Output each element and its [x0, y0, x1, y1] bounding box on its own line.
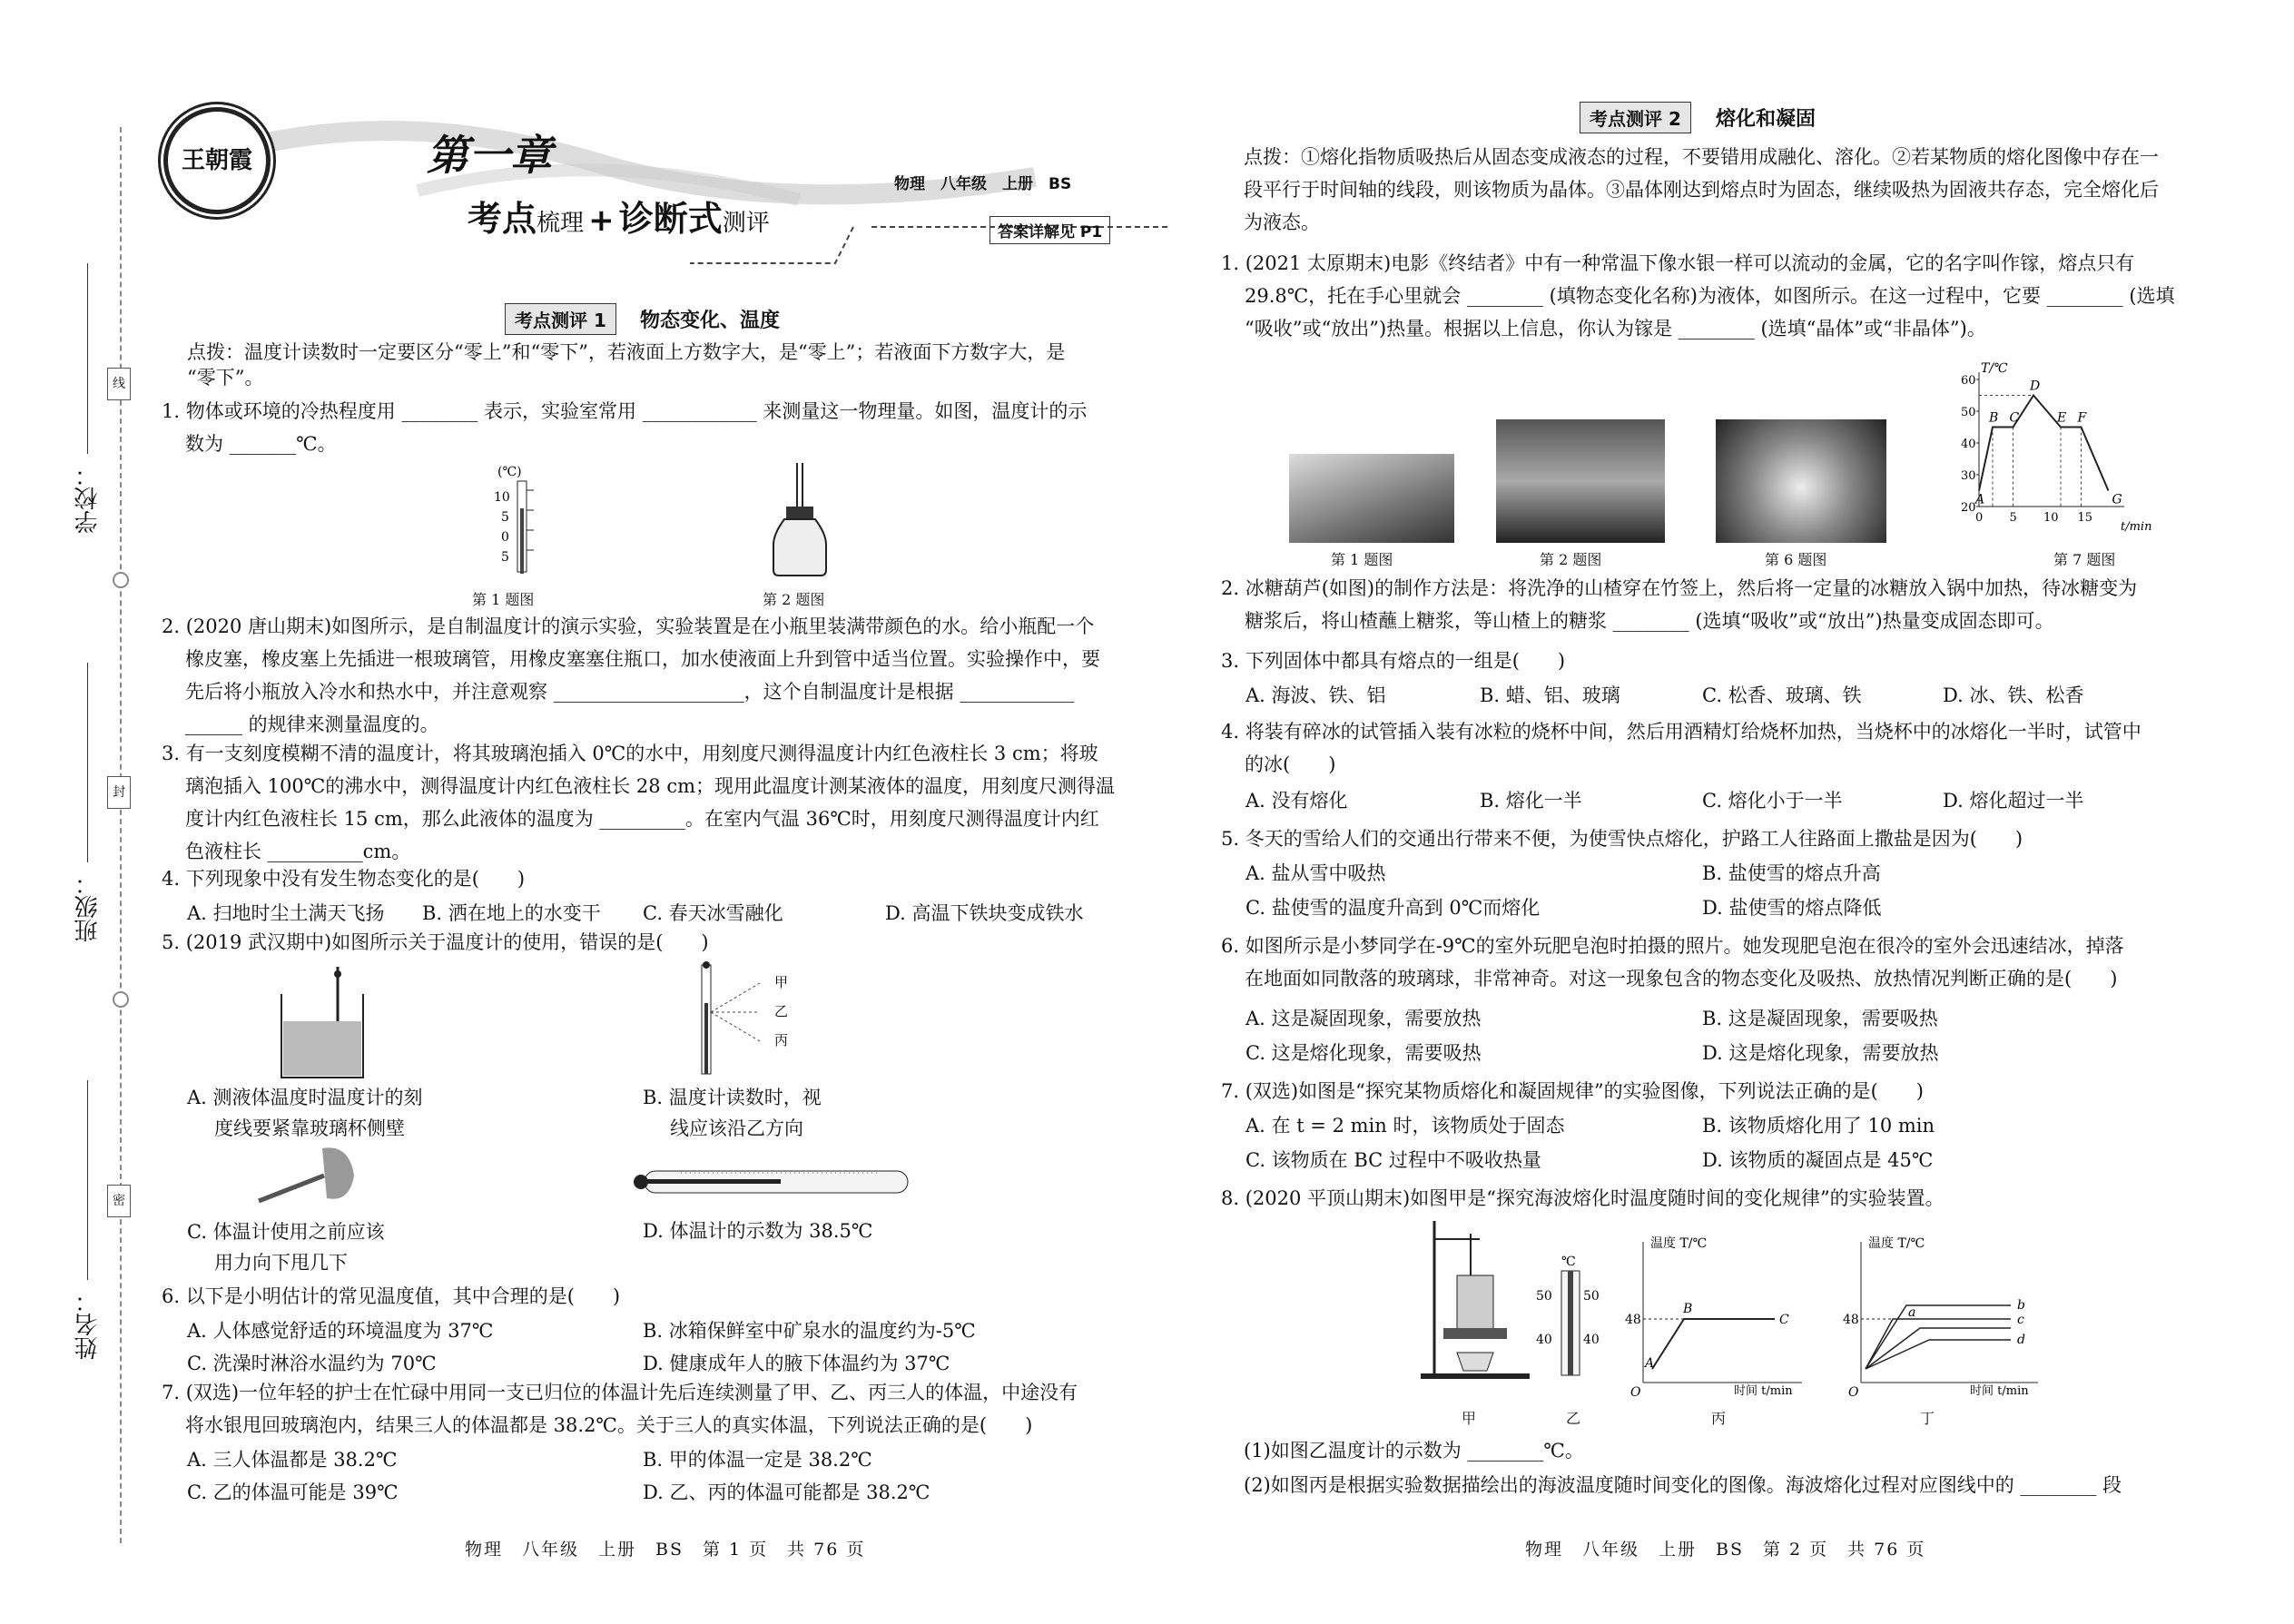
r-question-3: 3. 下列固体中都具有熔点的一组是( ) — [1221, 650, 1566, 672]
r-q4-option-a[interactable]: A. 没有熔化 — [1245, 790, 1348, 812]
frozen-bubble-photo — [1716, 419, 1886, 543]
answer-reference: 答案详解见 P1 — [989, 216, 1110, 244]
q8-ding-line-b: b — [2017, 1298, 2025, 1313]
r-q4-option-b[interactable]: B. 熔化一半 — [1480, 790, 1582, 812]
r-q7-option-b[interactable]: B. 该物质熔化用了 10 min — [1702, 1115, 1935, 1137]
tip-1: 点拨：温度计读数时一定要区分“零上”和“零下”，若液面上方数字大，是“零上”；若液面下方数字大，是 “零下”。 — [187, 341, 1066, 389]
q8-ding-line-c: c — [2017, 1313, 2024, 1327]
r-question-7: 7. (双选)如图是“探究某物质熔化和凝固规律”的实验图像，下列说法正确的是( ) — [1221, 1080, 1924, 1102]
r-q5-option-b[interactable]: B. 盐使雪的熔点升高 — [1702, 862, 1881, 884]
q5-clinical-thermometer — [626, 1164, 917, 1200]
question-4: 4. 下列现象中没有发生物态变化的是( ) — [162, 868, 526, 890]
gallium-hand-photo — [1289, 454, 1454, 543]
fig1-tick: 5 — [501, 510, 509, 525]
name-label: 姓名： — [74, 1289, 102, 1360]
subtitle-c: 诊断式 — [618, 199, 723, 239]
section-title-2: 熔化和凝固 — [1716, 108, 1816, 131]
binding-line — [120, 127, 122, 1543]
q8-ding-ylabel: 温度 T/℃ — [1868, 1236, 1925, 1251]
q5-beaker-figure — [272, 967, 372, 1085]
fig2-bottle — [763, 463, 835, 581]
chart-x-tick: 5 — [2009, 511, 2017, 525]
chart-xlabel: t/min — [2121, 520, 2152, 534]
chart-x-tick: 0 — [1975, 511, 1984, 525]
q8-bing-point-b: B — [1683, 1302, 1693, 1316]
question-5: 5. (2019 武汉期中)如图所示关于温度计的使用，错误的是( ) — [162, 931, 709, 953]
chart-y-tick: 20 — [1961, 501, 1976, 515]
fig1-caption: 第 1 题图 — [472, 591, 535, 608]
subtitle-a: 考点 — [468, 199, 537, 239]
q7-option-a[interactable]: A. 三人体温都是 38.2℃ — [187, 1449, 398, 1471]
q4-option-d[interactable]: D. 高温下铁块变成铁水 — [885, 902, 1084, 924]
q8-bing-48: 48 — [1625, 1313, 1641, 1327]
r-question-6: 6. 如图所示是小梦同学在-9℃的室外玩肥皂泡时拍摄的照片。她发现肥皂泡在很冷的室外会迅速结冰，掉落 在地面如同散落的玻璃球，非常神奇。对这一现象包含的物态变化及吸热、放热情况判断正确的是( ) — [1221, 935, 2124, 989]
q8-graph-bing — [1625, 1233, 1807, 1396]
q8-apparatus-jia — [1416, 1221, 1534, 1384]
r-q6-option-d[interactable]: D. 这是熔化现象，需要放热 — [1702, 1042, 1939, 1064]
tip-2: 点拨：①熔化指物质吸热后从固态变成液态的过程，不要错用成融化、溶化。②若某物质的熔化图像中存在一 段平行于时间轴的线段，则该物质为晶体。③晶体刚达到熔点时为固态，继续吸热为固液共存态，完全熔化后 为液态。 — [1244, 146, 2159, 233]
r-q5-option-a[interactable]: A. 盐从雪中吸热 — [1245, 862, 1386, 884]
brand-logo-text: 王朝霞 — [181, 147, 252, 174]
chart-point-label: B — [1989, 410, 1999, 426]
r-question-5: 5. 冬天的雪给人们的交通出行带来不便，为使雪快点熔化，护路工人往路面上撒盐是因为( ) — [1221, 828, 2023, 850]
r-q8-sub1: (1)如图乙温度计的示数为 ________℃。 — [1244, 1440, 1584, 1462]
r-q6-option-c[interactable]: C. 这是熔化现象，需要吸热 — [1245, 1042, 1482, 1064]
chart-point-label: A — [1975, 492, 1985, 507]
punch-hole-icon — [113, 991, 129, 1008]
punch-hole-icon — [113, 572, 129, 588]
q6-option-d[interactable]: D. 健康成年人的腋下体温约为 37℃ — [643, 1353, 950, 1374]
q8-label-bing: 丙 — [1711, 1410, 1727, 1427]
chart-x-tick: 15 — [2077, 511, 2093, 525]
question-1: 1. 物体或环境的冷热程度用 ________ 表示，实验室常用 ____________ 来测量这一物理量。如图，温度计的示 数为 _______℃。 — [162, 400, 1088, 455]
q4-option-c[interactable]: C. 春天冰雪融化 — [643, 902, 783, 924]
section-tag-1: 考点测评 1 — [505, 303, 616, 335]
chart-y-tick: 30 — [1961, 469, 1976, 483]
r-q3-option-d[interactable]: D. 冰、铁、松香 — [1943, 684, 2084, 706]
q5-option-c[interactable]: C. 体温计使用之前应该 用力向下甩几下 — [187, 1221, 385, 1274]
q8-bing-ylabel: 温度 T/℃ — [1650, 1236, 1708, 1251]
chart-point-label: G — [2112, 492, 2122, 507]
q8-ding-point-o: O — [1848, 1385, 1859, 1396]
fig1-thermometer — [490, 463, 554, 581]
question-2: 2. (2020 唐山期末)如图所示，是自制温度计的演示实验，实验装置是在小瓶里装满带颜色的水。给小瓶配一个 橡皮塞，橡皮塞上先插进一根玻璃管，用橡皮塞塞住瓶口，加水使液面上升到管中适当位置。实验操作中，要 先后将小瓶放入冷水和热水中，并注意观察 ____________________，这个自制温度计是根据 ____________ ______ 的规律来测量温度的。 — [162, 615, 1100, 735]
q6-option-b[interactable]: B. 冰箱保鲜室中矿泉水的温度约为-5℃ — [643, 1320, 976, 1342]
r-q7-option-d[interactable]: D. 该物质的凝固点是 45℃ — [1702, 1149, 1934, 1171]
q6-option-c[interactable]: C. 洗澡时淋浴水温约为 70℃ — [187, 1353, 437, 1374]
question-6: 6. 以下是小明估计的常见温度值，其中合理的是( ) — [162, 1285, 621, 1307]
fig1-tick: 0 — [501, 530, 509, 545]
name-field[interactable] — [87, 1080, 89, 1280]
r-q3-option-c[interactable]: C. 松香、玻璃、铁 — [1702, 684, 1862, 706]
q8-label-ding: 丁 — [1920, 1410, 1935, 1427]
q7-option-b[interactable]: B. 甲的体温一定是 38.2℃ — [643, 1449, 872, 1471]
seal-mark-seal: 封 — [107, 776, 131, 809]
r-question-8: 8. (2020 平顶山期末)如图甲是“探究海波熔化时温度随时间的变化规律”的实验装置。 — [1221, 1187, 1944, 1209]
fig1-tick: 5 — [501, 550, 509, 565]
subject-bar: 物理 八年级 上册 BS — [894, 175, 1072, 193]
q4-option-a[interactable]: A. 扫地时尘土满天飞扬 — [187, 902, 385, 924]
chart-y-tick: 50 — [1961, 406, 1976, 419]
q8-bing-point-c: C — [1779, 1313, 1789, 1327]
r-fig7-caption: 第 7 题图 — [2053, 551, 2116, 568]
r-question-2: 2. 冰糖葫芦(如图)的制作方法是：将洗净的山楂穿在竹签上，然后将一定量的冰糖放入锅中加热，待冰糖变为 糖浆后，将山楂蘸上糖浆，等山楂上的糖浆 ________ (选填“吸收”或“放出”)热量变成固态即可。 — [1221, 577, 2138, 632]
school-label: 学校： — [74, 463, 102, 534]
school-field[interactable] — [87, 263, 89, 454]
q5-option-a[interactable]: A. 测液体温度时温度计的刻 度线要紧靠玻璃杯侧壁 — [187, 1087, 423, 1139]
chapter-title: 第一章 — [427, 131, 552, 180]
q8-label-jia: 甲 — [1462, 1410, 1477, 1427]
q5-label-jia: 甲 — [774, 974, 789, 990]
q8-ding-line-a: a — [1908, 1305, 1916, 1320]
chart-x-tick: 10 — [2043, 511, 2059, 525]
seal-mark-line: 线 — [107, 368, 131, 400]
r-q7-option-a[interactable]: A. 在 t = 2 min 时，该物质处于固态 — [1245, 1115, 1565, 1137]
q7-option-c[interactable]: C. 乙的体温可能是 39℃ — [187, 1481, 399, 1503]
chart-point-label: D — [2030, 379, 2041, 394]
q8-therm-tick: 40 — [1536, 1333, 1552, 1347]
r-q5-option-c[interactable]: C. 盐使雪的温度升高到 0℃而熔化 — [1245, 897, 1541, 919]
chart-y-tick: 40 — [1961, 438, 1976, 451]
seal-mark-secret: 密 — [107, 1185, 131, 1217]
chart-point-label: E — [2057, 410, 2067, 426]
q4-option-b[interactable]: B. 洒在地上的水变干 — [422, 902, 601, 924]
chart-y-tick: 60 — [1961, 374, 1976, 388]
q8-bing-xlabel: 时间 t/min — [1734, 1384, 1793, 1396]
question-7: 7. (双选)一位年轻的护士在忙碌中用同一支已归位的体温计先后连续测量了甲、乙、丙三人的体温，中途没有 将水银甩回玻璃泡内，结果三人的体温都是 38.2℃。关于三人的真实体温，下列说法正确的是( ) — [162, 1382, 1078, 1436]
question-3: 3. 有一支刻度模糊不清的温度计，将其玻璃泡插入 0℃的水中，用刻度尺测得温度计内红色液柱长 3 cm；将玻 璃泡插入 100℃的沸水中，测得温度计内红色液柱长 28 cm；现用此温度计测某液体的温度，用刻度尺测得温 度计内红色液柱长 15 cm，那么此液体的温度为 _________。在室内气温 36℃时，用刻度尺测得温度计内红 色液柱长 __________cm。 — [162, 743, 1115, 862]
q8-label-yi: 乙 — [1566, 1410, 1581, 1427]
chart-point-label: C — [2009, 410, 2020, 426]
r-q4-option-d[interactable]: D. 熔化超过一半 — [1943, 790, 2084, 812]
candied-haws-photo — [1496, 419, 1665, 543]
r-fig1-caption: 第 1 题图 — [1331, 551, 1393, 568]
fig2-caption: 第 2 题图 — [763, 591, 825, 608]
q8-graph-ding — [1843, 1233, 2052, 1396]
q8-ding-xlabel: 时间 t/min — [1970, 1384, 2029, 1396]
subtitle-d: 测评 — [722, 210, 770, 237]
brand-logo — [163, 107, 271, 214]
chart-ylabel: T/℃ — [1981, 361, 2008, 376]
class-field[interactable] — [87, 663, 89, 862]
r-q4-option-c[interactable]: C. 熔化小于一半 — [1702, 790, 1843, 812]
q8-therm-tick: 40 — [1583, 1333, 1600, 1347]
q5-label-bing: 丙 — [774, 1032, 789, 1048]
section-tag-2: 考点测评 2 — [1580, 102, 1691, 133]
r-fig2-caption: 第 2 题图 — [1540, 551, 1602, 568]
q7-option-d[interactable]: D. 乙、丙的体温可能都是 38.2℃ — [643, 1481, 930, 1503]
section-title-1: 物态变化、温度 — [640, 310, 781, 332]
subtitle-b: 梳理 — [537, 210, 585, 237]
q8-thermometer-yi — [1534, 1253, 1607, 1380]
r-question-1: 1. (2021 太原期末)电影《终结者》中有一种常温下像水银一样可以流动的金属，它的名字叫作镓，熔点只有 29.8℃，托在手心里就会 ________ (填物态变化名称)为液体，如图所示。在这一过程中，它要 ________ (选填 “吸收”或“放出”)热量。根据以上信息，你认为镓是 ________ (选填“晶体”或“非晶体”)。 — [1221, 252, 2175, 340]
subtitle-plus: + — [588, 202, 615, 239]
left-page-footer: 物理 八年级 上册 BS 第 1 页 共 76 页 — [465, 1540, 866, 1560]
q8-therm-unit: ℃ — [1561, 1255, 1576, 1269]
q5-label-yi: 乙 — [774, 1003, 789, 1019]
right-page-footer: 物理 八年级 上册 BS 第 2 页 共 76 页 — [1525, 1540, 1926, 1560]
q5-reading-figure — [685, 958, 812, 1076]
q8-therm-tick: 50 — [1536, 1289, 1552, 1304]
chart-point-label: F — [2077, 410, 2087, 426]
r-q3-option-a[interactable]: A. 海波、铁、铝 — [1245, 684, 1386, 706]
q5-option-b[interactable]: B. 温度计读数时，视 线应该沿乙方向 — [643, 1087, 822, 1139]
fig7-melting-chart — [1943, 361, 2170, 543]
r-q6-option-a[interactable]: A. 这是凝固现象，需要放热 — [1245, 1008, 1482, 1029]
chapter-subtitle — [468, 191, 770, 241]
r-q6-option-b[interactable]: B. 这是凝固现象，需要吸热 — [1702, 1008, 1938, 1029]
r-fig6-caption: 第 6 题图 — [1765, 551, 1827, 568]
r-q8-sub2: (2)如图丙是根据实验数据描绘出的海波温度随时间变化的图像。海波熔化过程对应图线中的 ________ 段 — [1244, 1474, 2122, 1496]
q8-therm-tick: 50 — [1583, 1289, 1600, 1304]
q5-shake-figure — [250, 1139, 359, 1212]
q6-option-a[interactable]: A. 人体感觉舒适的环境温度为 37℃ — [187, 1320, 494, 1342]
r-question-4: 4. 将装有碎冰的试管插入装有冰粒的烧杯中间，然后用酒精灯给烧杯加热，当烧杯中的冰熔化一半时，试管中 的冰( ) — [1221, 721, 2141, 775]
r-q5-option-d[interactable]: D. 盐使雪的熔点降低 — [1702, 897, 1882, 919]
fig1-unit: (℃) — [497, 465, 522, 479]
r-q3-option-b[interactable]: B. 蜡、铝、玻璃 — [1480, 684, 1620, 706]
fig1-tick: 10 — [494, 490, 510, 505]
class-label: 班级： — [74, 871, 102, 942]
q5-option-d[interactable]: D. 体温计的示数为 38.5℃ — [643, 1220, 873, 1242]
r-q7-option-c[interactable]: C. 该物质在 BC 过程中不吸收热量 — [1245, 1149, 1541, 1171]
q8-bing-point-o: O — [1630, 1385, 1641, 1396]
q8-ding-line-d: d — [2017, 1333, 2025, 1347]
q8-ding-48: 48 — [1843, 1313, 1859, 1327]
q8-bing-point-a: A — [1645, 1356, 1655, 1371]
